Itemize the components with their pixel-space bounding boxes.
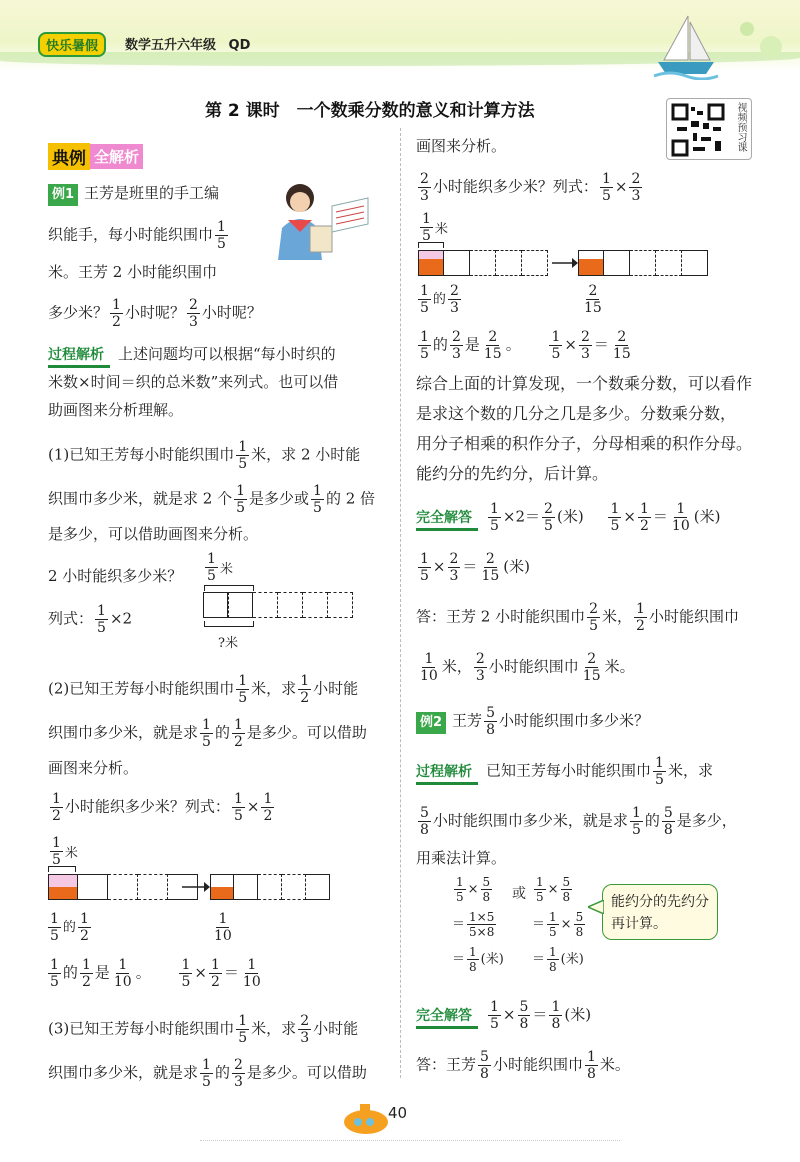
frac-1-2: $\frac{1}{2}$ [300,673,310,706]
frac-1-5: $\frac{1}{5}$ [601,171,611,204]
ex1-text3: 米。王芳 2 小时能织围巾 [48,263,218,281]
ex1-line3 [48,262,217,282]
ans-text1a: 答：王芳 2 小时能织围巾 [416,607,586,626]
frac-2-15: $\frac{2}{15}$ [584,283,602,316]
frac-1-5: $\frac{1}{5}$ [420,283,429,316]
diagram-2-brace [48,866,76,872]
ans-text2b: 小时能织围巾 [488,657,579,676]
frac-1-5: $\frac{1}{5}$ [52,835,61,868]
p2-line2 [48,718,367,749]
ex2-analysis-line2 [416,806,737,837]
diagram-2-caption-right [210,912,236,943]
p1-line1 [48,440,360,471]
frac-5-8: $\frac{5}{8}$ [482,875,491,904]
conclusion-text3: 用分子相乘的积作分子，分母相乘的积作分母。 [416,434,753,453]
p2-line3 [48,758,138,778]
of-text: 的 [62,963,78,982]
times-2: ×2 [109,609,133,628]
p2-text1a: (2)已知王芳每小时能织围巾 [48,679,235,698]
frac-1-5: $\frac{1}{5}$ [536,875,544,904]
p1-line3 [48,524,258,544]
analysis-line2 [48,372,338,392]
frac-5-8: $\frac{5}{8}$ [486,705,495,738]
analysis-text3: 助画图来分析理解。 [48,401,184,419]
ex2-text2b: 的 [644,811,660,830]
frac-1-5: $\frac{1}{5}$ [490,501,499,534]
frac-1-5: $\frac{1}{5}$ [313,483,322,516]
right-result: $\frac{1}{5}$ 的 $\frac{2}{3}$ 是 $\frac{2}{15}$ 。 $\frac{1}{5}$ × $\frac{2}{3}$ ＝ $\frac{2}{15}$ [420,329,631,362]
frac-1-2: $\frac{1}{2}$ [81,957,91,990]
ans-text1c: 小时能织围巾 [648,607,739,626]
ex1-tag: 例1 [48,184,78,206]
answer-2-line2 [416,1050,630,1081]
frac-2-3: $\frac{2}{3}$ [475,651,485,684]
frac-1-10: $\frac{1}{10}$ [113,957,132,990]
frac-2-3: $\frac{2}{3}$ [451,329,461,362]
tip-bubble [602,884,718,940]
ans-text1b: 米， [602,607,633,626]
ex2-text2c: 是多少， [676,811,737,830]
q-half-text: 小时能织多少米？列式： [64,797,230,816]
fifth-m: 米 [434,222,448,237]
frac-2-3: $\frac{2}{3}$ [300,1013,310,1046]
frac-5-8: $\frac{5}{8}$ [420,805,429,838]
ex2-text1a: 已知王芳每小时能织围巾 [486,761,652,780]
header-brand [38,32,106,57]
of-text: 的 [432,335,448,354]
p3-text2a: 织围巾多少米，就是求 [48,1063,199,1082]
q-twothirds-text: 小时能织多少米？列式： [432,177,598,196]
diagram-3-bar-right [578,250,708,276]
p1-line2 [48,484,375,515]
conclusion-text1: 综合上面的计算发现，一个数乘分数，可以看作 [416,374,753,393]
analysis-line1 [48,344,336,368]
frac-1-5: $\frac{1}{5}$ [238,673,248,706]
shaded-cell [210,874,234,900]
diagram-2-label [48,836,78,867]
frac-1-5: $\frac{1}{5}$ [549,910,557,939]
frac-5-8: $\frac{5}{8}$ [562,875,571,904]
frac-1-5: $\frac{1}{5}$ [202,1057,211,1090]
ex2-text3: 用乘法计算。 [416,849,507,867]
frac-1-5: $\frac{1}{5}$ [236,483,246,516]
p2-text1c: 小时能 [313,679,359,698]
frac-2-15: $\frac{2}{15}$ [483,329,502,362]
ex1-line4 [48,298,262,329]
brand-text: 快乐暑假 [46,39,99,54]
frac-1-5: $\frac{1}{5}$ [202,717,211,750]
unit-m: (米) [560,952,584,967]
p3-text2b: 的 [214,1063,230,1082]
answer-1-line3 [416,602,739,633]
frac-5-8: $\frac{5}{8}$ [480,1049,489,1082]
calc-col-1: $\frac{1}{5}$ × $\frac{5}{8}$ ＝ $\frac{1\times 5}{5\times 8}$ ＝ $\frac{1}{8}$ (米) [452,875,504,974]
diagram-1-unknown: ?米 [218,636,238,651]
is-text: 是 [464,335,480,354]
page-number: 40 [388,1104,408,1122]
final-text-a: 答：王芳 [416,1055,477,1074]
fifth-m: 米 [64,846,78,861]
badge-main: 典例 [48,143,90,170]
frac-1-5: $\frac{1}{5}$ [456,875,464,904]
p1-text2a: 织围巾多少米，就是求 2 个 [48,489,233,508]
frac-1-5: $\frac{1}{5}$ [655,755,664,788]
frac-1-5: $\frac{1}{5}$ [422,211,431,244]
frac-1-5: $\frac{1}{5}$ [207,551,216,584]
frac-2-3: $\frac{2}{3}$ [631,171,641,204]
frac-1-5: $\frac{1}{5}$ [181,957,191,990]
ex2-text-a: 王芳 [452,711,483,730]
p2-question: $\frac{1}{2}$ 小时能织多少米？列式： $\frac{1}{5}$ × $\frac{1}{2}$ [52,791,273,824]
frac-2-3: $\frac{2}{3}$ [449,283,459,316]
diagram-1-brace [204,585,254,591]
frac-2-3: $\frac{2}{3}$ [188,297,198,330]
ex1-text4b: 小时呢？ [124,303,185,322]
conclusion-1 [416,374,752,394]
diagram-3-label [418,212,448,243]
p3-text1a: (3)已知王芳每小时能织围巾 [48,1019,235,1038]
frac-1x5-5x8: $\frac{1\times 5}{5\times 8}$ [469,910,495,939]
answer-1-line1: 完全解答 $\frac{1}{5}$ ×2＝ $\frac{2}{5}$ (米) $\frac{1}{5}$ × $\frac{1}{2}$ ＝ $\frac{1}{10}$ (米) [416,501,721,534]
frac-1-2: $\frac{1}{2}$ [263,791,273,824]
qr-code-icon [669,101,729,159]
ex2-analysis-tag: 过程解析 [416,762,478,785]
p2-line1 [48,674,358,705]
frac-1-5: $\frac{1}{5}$ [610,501,620,534]
frac-1-5: $\frac{1}{5}$ [97,603,106,636]
column-divider [400,128,401,1078]
badge-sub: 全解析 [90,144,143,169]
frac-1-8: $\frac{1}{8}$ [549,945,557,974]
unit-m: (米) [693,507,721,526]
conclusion-text4: 能约分的先约分，后计算。 [416,464,609,483]
frac-1-8: $\frac{1}{8}$ [469,945,477,974]
bubble-pointer [588,900,604,914]
frac-1-8: $\frac{1}{8}$ [586,1049,596,1082]
shaded-cell [418,250,444,276]
diagram-3-caption-right [580,284,606,315]
unit-m: (米) [480,952,504,967]
frac-1-5: $\frac{1}{5}$ [490,999,499,1032]
fifth-m: 米 [219,562,233,577]
or-text: 或 [512,886,526,902]
p2-text2b: 的 [214,723,230,742]
ex2-text2a: 小时能织围巾多少米，就是求 [432,811,628,830]
frac-2-15: $\frac{2}{15}$ [582,651,601,684]
diagram-2-bar-right [210,874,330,900]
ex2-text1b: 米，求 [667,761,713,780]
diagram-1-bar [203,592,353,618]
p3-line1 [48,1014,358,1045]
qr-caption: 视频预习课 [735,102,746,152]
p2-result: $\frac{1}{5}$ 的 $\frac{1}{2}$ 是 $\frac{1}{10}$ 。 $\frac{1}{5}$ × $\frac{1}{2}$ ＝ $\frac{1}{10}$ [50,957,261,990]
ex2-analysis-line1 [416,756,713,787]
diagram-2-caption-left [46,912,93,943]
of-text: 的 [62,920,76,935]
ex1-text1: 王芳是班里的手工编 [84,184,220,202]
p1-formula [48,604,132,635]
analysis-line3 [48,400,183,420]
right-cont [416,136,506,156]
arrow-right-icon [552,256,578,270]
p1-text2c: 的 2 倍 [325,489,376,508]
frac-5-8: $\frac{5}{8}$ [663,805,673,838]
conclusion-text2: 是求这个数的几分之几是多少。分数乘分数， [416,404,737,423]
of-text: 的 [432,292,446,307]
diagram-3-bar-left [418,250,548,276]
frac-2-3: $\frac{2}{3}$ [580,329,590,362]
p3-text1b: 米，求 [251,1019,297,1038]
analysis-tag: 过程解析 [48,345,110,368]
ex1-line1 [48,183,219,206]
unit-m: (米) [556,507,584,526]
frac-1-5: $\frac{1}{5}$ [217,219,226,252]
conclusion-3 [416,434,752,454]
arrow-right-icon [182,880,210,894]
bubble-deco [740,22,754,36]
ex1-text4: 多少米？ [48,303,109,322]
answer-1-line4 [416,652,635,683]
p1-text2b: 是多少或 [249,489,310,508]
p1-text1a: (1)已知王芳每小时能织围巾 [48,445,235,464]
diagram-1-label [203,552,233,583]
p1-question [48,566,182,586]
diagram-3-caption-left [416,284,463,315]
frac-1-10: $\frac{1}{10}$ [242,957,261,990]
is-text: 是 [94,963,110,982]
tip-text: 能约分的先约分再计算。 [611,894,709,932]
formula-label: 列式： [48,609,94,628]
frac-1-5: $\frac{1}{5}$ [50,911,59,944]
unit-m: (米) [503,557,530,576]
frac-1-10: $\frac{1}{10}$ [420,651,438,684]
answer-2-line1: 完全解答 $\frac{1}{5}$ × $\frac{5}{8}$ ＝ $\frac{1}{8}$ (米) [416,999,592,1032]
conclusion-2 [416,404,736,424]
ex2-text-b: 小时能织围巾多少米？ [498,711,649,730]
frac-1-8: $\frac{1}{8}$ [551,999,561,1032]
answer-1-line2: $\frac{1}{5}$ × $\frac{2}{3}$ ＝ $\frac{2}{15}$ (米) [420,551,530,584]
frac-2-5: $\frac{2}{5}$ [589,601,599,634]
frac-1-5: $\frac{1}{5}$ [631,805,641,838]
frac-2-3: $\frac{2}{3}$ [449,551,459,584]
ex1-text4c: 小时呢？ [201,303,262,322]
ex2-tag: 例2 [416,712,446,734]
frac-1-5: $\frac{1}{5}$ [233,791,243,824]
section-badge [48,143,143,170]
knitting-girl-illustration [258,176,370,268]
header-subtitle [125,34,250,53]
conclusion-4 [416,464,608,484]
diagram-3-brace [418,242,444,248]
lesson-title: 第 2 课时 一个数乘分数的意义和计算方法 [205,101,535,121]
frac-1-2: $\frac{1}{2}$ [112,297,121,330]
frac-1-5: $\frac{1}{5}$ [551,329,561,362]
ans-text2c: 米。 [604,657,635,676]
frac-1-5: $\frac{1}{5}$ [238,439,248,472]
shaded-cell [48,874,78,900]
q2h-text: 2 小时能织多少米？ [48,567,183,585]
right-cont-text: 画图来分析。 [416,137,507,155]
frac-2-3: $\frac{2}{3}$ [420,171,429,204]
p2-text2a: 织围巾多少米，就是求 [48,723,199,742]
p3-text2c: 是多少。可以借助 [246,1063,367,1082]
frac-1-2: $\frac{1}{2}$ [210,957,220,990]
frac-2-15: $\frac{2}{15}$ [612,329,631,362]
ex2-line [416,706,649,737]
ex2-analysis-line3 [416,848,506,868]
analysis-text1: 上述问题均可以根据“每小时织的 [118,345,336,363]
frac-2-15: $\frac{2}{15}$ [481,551,500,584]
subtitle-text: 数学五升六年级 [125,38,217,53]
p3-line2 [48,1058,367,1089]
frac-5-8: $\frac{5}{8}$ [519,999,529,1032]
frac-1-5: $\frac{1}{5}$ [238,1013,248,1046]
final-text-b: 小时能织围巾 [492,1055,583,1074]
unit-m: (米) [564,1005,592,1024]
frac-5-8: $\frac{5}{8}$ [575,910,584,939]
frac-1-2: $\frac{1}{2}$ [639,501,649,534]
ex1-text2: 织能手，每小时能织围巾 [48,225,214,244]
calc-col-2: $\frac{1}{5}$ × $\frac{5}{8}$ ＝ $\frac{1}{5}$ × $\frac{5}{8}$ ＝ $\frac{1}{8}$ (米) [532,875,584,974]
frac-1-2: $\frac{1}{2}$ [233,717,243,750]
final-text-c: 米。 [599,1055,630,1074]
frac-1-5: $\frac{1}{5}$ [50,957,59,990]
ex1-line2 [48,220,230,251]
frac-1-5: $\frac{1}{5}$ [420,329,429,362]
frac-1-10: $\frac{1}{10}$ [214,911,232,944]
analysis-text2: 米数×时间＝织的总米数”来列式。也可以借 [48,373,339,391]
frac-1-2: $\frac{1}{2}$ [636,601,645,634]
bubble-deco [760,36,782,58]
p2-text3: 画图来分析。 [48,759,139,777]
frac-1-10: $\frac{1}{10}$ [671,501,690,534]
edition-text: QD [228,38,251,53]
qr-code-box[interactable] [666,98,752,160]
p2-text1b: 米，求 [251,679,297,698]
sailboat-icon [650,8,720,80]
frac-2-5: $\frac{2}{5}$ [544,501,553,534]
footer-rule [200,1140,620,1141]
frac-1-2: $\frac{1}{2}$ [79,911,89,944]
ex2-answer-tag: 完全解答 [416,1006,478,1029]
right-question: $\frac{2}{3}$ 小时能织多少米？列式： $\frac{1}{5}$ × $\frac{2}{3}$ [420,171,641,204]
frac-1-2: $\frac{1}{2}$ [52,791,61,824]
shaded-cell [578,250,604,276]
frac-1-5: $\frac{1}{5}$ [420,551,429,584]
p1-text1b: 米，求 2 小时能 [251,445,361,464]
p1-text3: 是多少，可以借助画图来分析。 [48,525,259,543]
diagram-1-brace-bottom [204,621,254,627]
ans-text2a: 米， [441,657,472,676]
p3-text1c: 小时能 [313,1019,359,1038]
p2-text2c: 是多少。可以借助 [246,723,367,742]
submarine-icon [340,1098,392,1138]
frac-2-3: $\frac{2}{3}$ [233,1057,243,1090]
diagram-2-bar-left [48,874,198,900]
answer-tag: 完全解答 [416,508,478,531]
